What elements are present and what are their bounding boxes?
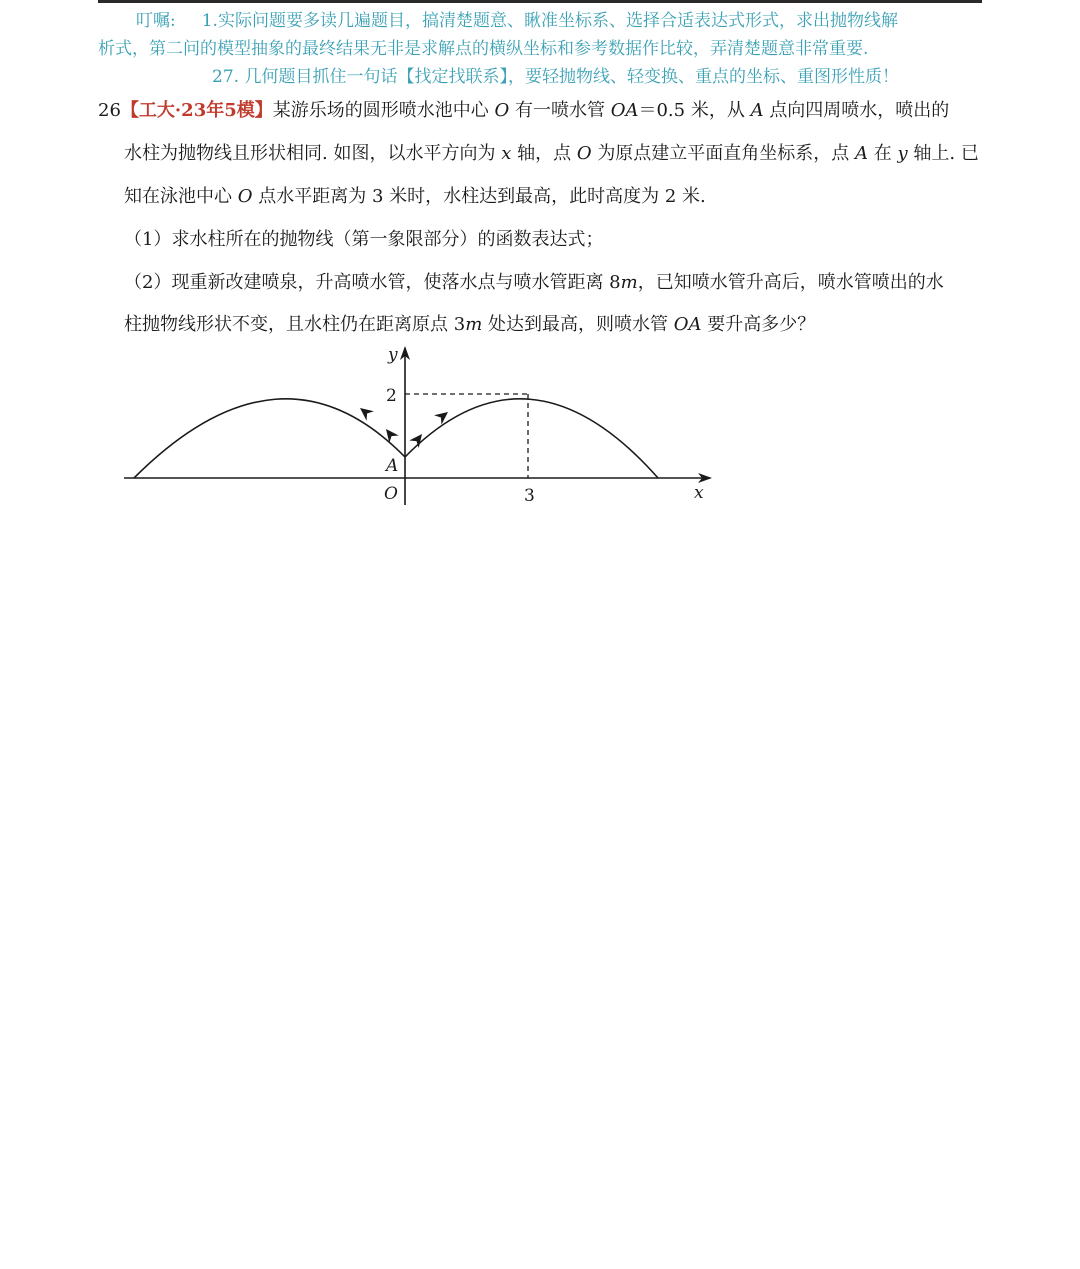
text: 某游乐场的圆形喷水池中心 <box>272 100 489 121</box>
text: 在 <box>873 143 892 164</box>
var-m: m <box>620 272 638 293</box>
fountain-figure <box>118 340 718 510</box>
text: ＝0.5 米，从 <box>638 100 745 121</box>
text: 处达到最高，则喷水管 <box>488 314 668 335</box>
question-number: 26 <box>98 100 121 121</box>
var-m: m <box>465 314 483 335</box>
x-axis-label: x <box>694 483 704 503</box>
text: 水柱为抛物线且形状相同. 如图，以水平方向为 <box>124 143 496 164</box>
question-line-3 <box>124 182 706 208</box>
var-x: x <box>501 143 512 164</box>
arrow-right-upper <box>434 407 452 424</box>
reminder-line-1 <box>136 6 898 31</box>
y-axis-label: y <box>388 345 398 365</box>
text: 知在泳池中心 <box>124 186 232 207</box>
var-y: y <box>897 143 908 164</box>
reminder-text-1: 1.实际问题要多读几遍题目，搞清楚题意、瞅准坐标系、选择合适表达式形式，求出抛物线解 <box>201 11 898 31</box>
top-rule <box>98 0 982 3</box>
reminder-line-3: 27. 几何题目抓住一句话【找定找联系】，要轻抛物线、轻变换、重点的坐标、重图形性质！ <box>212 67 899 87</box>
point-a-label: A <box>386 456 399 476</box>
question-source: 【工大·23年5模】 <box>120 100 273 121</box>
text: （2）现重新改建喷泉，升高喷水管，使落水点与喷水管距离 8 <box>124 272 621 293</box>
text: 轴上. 已 <box>913 143 979 164</box>
var-oa: OA <box>673 314 702 335</box>
text: 有一喷水管 <box>514 100 605 121</box>
text: 点水平距离为 3 米时，水柱达到最高，此时高度为 2 米. <box>258 186 706 207</box>
question-part-1: （1）求水柱所在的抛物线（第一象限部分）的函数表达式； <box>124 229 604 250</box>
arrow-left-upper <box>356 403 374 420</box>
text: 柱抛物线形状不变，且水柱仍在距离原点 3 <box>124 314 466 335</box>
text: 为原点建立平面直角坐标系，点 <box>597 143 850 164</box>
reminder-label: 叮嘱: <box>136 11 176 31</box>
question-line-1 <box>98 96 949 122</box>
question-part-2-cont <box>124 310 815 336</box>
var-a: A <box>855 143 869 164</box>
var-a: A <box>750 100 764 121</box>
text: 要升高多少？ <box>707 314 816 335</box>
question-part-2 <box>124 268 944 294</box>
origin-label: O <box>384 484 398 504</box>
peak-height-label: 2 <box>386 386 397 406</box>
var-o: O <box>494 100 510 121</box>
peak-x-label: 3 <box>524 486 535 506</box>
question-line-2 <box>124 139 979 165</box>
text: 点向四周喷水，喷出的 <box>769 100 950 121</box>
arrow-left-lower <box>381 425 398 443</box>
right-parabola <box>405 399 658 478</box>
var-o: O <box>576 143 592 164</box>
reminder-line-2: 析式，第二问的模型抽象的最终结果无非是求解点的横纵坐标和参考数据作比较，弄清楚题意非常重要. <box>98 39 869 59</box>
text: ，已知喷水管升高后，喷水管喷出的水 <box>637 272 944 293</box>
text: 轴，点 <box>517 143 572 164</box>
var-oa: OA <box>610 100 639 121</box>
var-o: O <box>237 186 253 207</box>
